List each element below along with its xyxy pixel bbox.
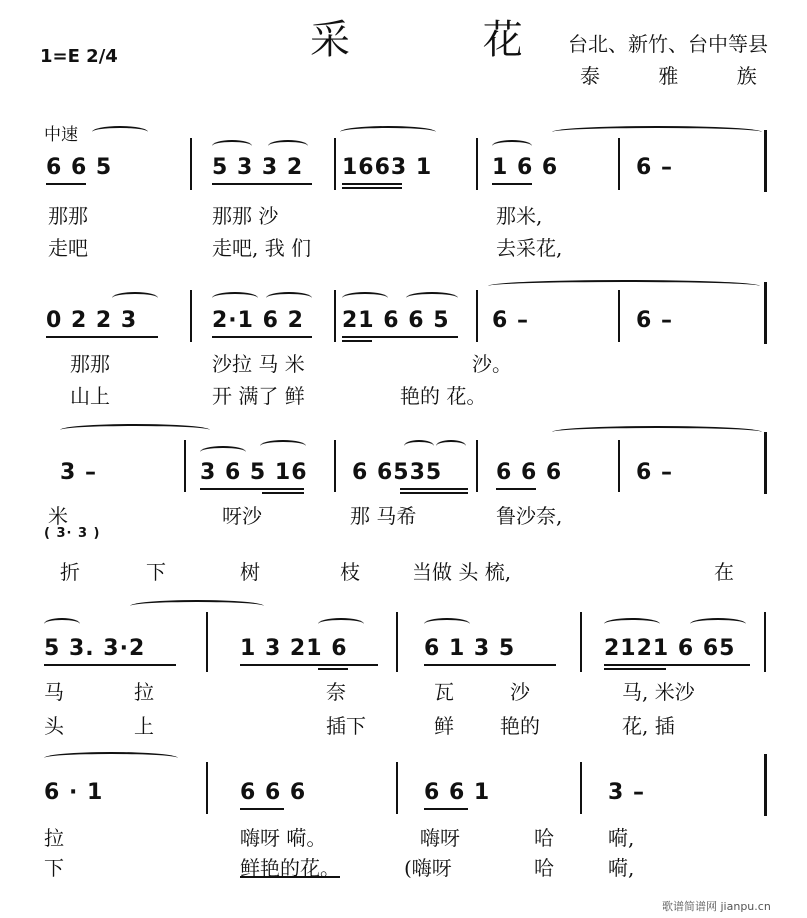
lyric-2-a-2: 沙拉 马 米 [212, 352, 305, 376]
parenthetical-note: ( 3· 3 ) [44, 526, 101, 541]
measure-3-5: 6 – [636, 460, 673, 485]
slur [492, 140, 532, 152]
barline [190, 290, 192, 342]
lyric-5-b-3: (嗨呀 [404, 856, 452, 880]
beam [342, 183, 402, 185]
lyric-3-a-3: 那 马希 [350, 504, 417, 528]
measure-5-2: 6 6 6 [240, 780, 307, 805]
beam [424, 664, 556, 666]
lyric-2-b-2: 开 满了 鲜 [212, 384, 305, 408]
lyric-5-a-4: 哈 [534, 826, 554, 850]
beam [240, 664, 378, 666]
slur [318, 618, 364, 630]
barline [764, 432, 767, 494]
slur [268, 140, 308, 152]
barline [618, 290, 620, 342]
measure-4-4: 2121 6 65 [604, 636, 736, 661]
lyric-3-b-1: 折 [60, 560, 80, 584]
lyric-4-a-4: 瓦 [434, 680, 454, 704]
measure-2-1: 0 2 2 3 [46, 308, 138, 333]
barline [334, 290, 336, 342]
beam [496, 488, 536, 490]
lyric-4-b-2: 上 [134, 714, 154, 738]
beam [212, 183, 312, 185]
barline [396, 612, 398, 672]
slur [60, 424, 210, 436]
barline [618, 440, 620, 492]
lyric-3-a-2: 呀沙 [222, 504, 262, 528]
measure-1-2: 5 3 3 2 [212, 155, 304, 180]
tempo-marking: 中速 [44, 125, 78, 145]
barline [206, 612, 208, 672]
measure-2-5: 6 – [636, 308, 673, 333]
beam [46, 336, 158, 338]
slur [260, 440, 306, 452]
slur [112, 292, 158, 304]
beam [400, 492, 468, 494]
slur [212, 292, 258, 304]
measure-2-2: 2·1 6 2 [212, 308, 304, 333]
measure-1-1: 6 6 5 [46, 155, 113, 180]
lyric-1-b-2: 走吧, 我 们 [212, 236, 312, 260]
lyric-1-a-1: 那那 [48, 204, 88, 228]
lyric-3-b-3: 树 [240, 560, 260, 584]
lyric-1-a-2: 那那 沙 [212, 204, 279, 228]
slur [604, 618, 660, 630]
origin-line-2: 泰 雅 族 [580, 64, 783, 88]
lyric-2-a-1: 那那 [70, 352, 110, 376]
barline [334, 138, 336, 190]
measure-5-1: 6 · 1 [44, 780, 104, 805]
measure-4-3: 6 1 3 5 [424, 636, 516, 661]
slur [342, 292, 388, 304]
lyric-3-b-5: 当做 头 梳, [412, 560, 512, 584]
lyric-3-a-1: 米 [48, 504, 68, 528]
lyric-2-b-3: 艳的 花。 [400, 384, 487, 408]
measure-4-2: 1 3 21 6 [240, 636, 348, 661]
slur [552, 426, 762, 438]
beam [200, 488, 304, 490]
lyric-4-b-5: 艳的 [500, 714, 540, 738]
lyric-3-b-6: 在 [714, 560, 734, 584]
slur [690, 618, 746, 630]
barline [476, 290, 478, 342]
beam [212, 336, 312, 338]
measure-3-3: 6 6535 [352, 460, 443, 485]
lyric-1-b-3: 去采花, [496, 236, 563, 260]
beam [46, 183, 86, 185]
beam [44, 664, 176, 666]
lyric-1-b-1: 走吧 [48, 236, 88, 260]
barline [190, 138, 192, 190]
barline [184, 440, 186, 492]
slur [404, 440, 434, 452]
song-title: 采 花 [310, 17, 583, 63]
lyric-3-a-4: 鲁沙奈, [496, 504, 563, 528]
barline [396, 762, 398, 814]
measure-3-4: 6 6 6 [496, 460, 563, 485]
lyric-5-a-2: 嗨呀 嗬。 [240, 826, 327, 850]
slur [552, 126, 762, 138]
beam [342, 340, 372, 342]
beam [604, 664, 750, 666]
beam [424, 808, 468, 810]
lyric-5-b-4: 哈 [534, 856, 554, 880]
barline [580, 612, 582, 672]
slur [212, 140, 252, 152]
slur [44, 618, 80, 630]
barline [764, 282, 767, 344]
lyric-3-b-4: 枝 [340, 560, 360, 584]
lyric-3-b-2: 下 [146, 560, 166, 584]
lyric-4-b-6: 花, 插 [622, 714, 675, 738]
lyric-5-a-3: 嗨呀 [420, 826, 460, 850]
lyric-4-b-4: 鲜 [434, 714, 454, 738]
measure-5-4: 3 – [608, 780, 645, 805]
lyric-2-a-3: 沙。 [472, 352, 512, 376]
lyric-5-a-1: 拉 [44, 826, 64, 850]
lyric-4-a-2: 拉 [134, 680, 154, 704]
beam [262, 492, 304, 494]
lyric-1-a-3: 那米, [496, 204, 543, 228]
slur [92, 126, 148, 138]
origin-line-1: 台北、新竹、台中等县 [568, 32, 768, 56]
beam [318, 668, 348, 670]
beam [342, 187, 402, 189]
barline [334, 440, 336, 492]
beam [342, 336, 458, 338]
lyric-4-a-3: 奈 [326, 680, 346, 704]
lyric-4-a-5: 沙 [510, 680, 530, 704]
slur [200, 446, 246, 458]
slur [406, 292, 458, 304]
lyric-4-a-1: 马 [44, 680, 64, 704]
lyric-5-b-2: 鲜艳的花。 [240, 856, 340, 880]
lyric-5-b-1: 下 [44, 856, 64, 880]
measure-3-1: 3 – [60, 460, 97, 485]
site-watermark: 歌谱简谱网 jianpu.cn [662, 900, 771, 913]
measure-2-3: 21 6 6 5 [342, 308, 450, 333]
beam [400, 488, 468, 490]
lyric-5-b-5: 嗬, [608, 856, 635, 880]
slur [44, 752, 178, 764]
slur [436, 440, 466, 452]
measure-1-3: 1663 1 [342, 155, 433, 180]
barline [764, 612, 766, 672]
beam [492, 183, 532, 185]
lyric-2-b-1: 山上 [70, 384, 110, 408]
barline [618, 138, 620, 190]
lyric-4-a-6: 马, 米沙 [622, 680, 695, 704]
barline [476, 138, 478, 190]
barline [206, 762, 208, 814]
measure-5-3: 6 6 1 [424, 780, 491, 805]
barline [580, 762, 582, 814]
beam [604, 668, 666, 670]
key-signature: 1=E 2/4 [40, 46, 118, 67]
slur [266, 292, 312, 304]
lyric-5-a-5: 嗬, [608, 826, 635, 850]
lyric-4-b-3: 插下 [326, 714, 366, 738]
slur [130, 600, 264, 612]
slur [488, 280, 760, 292]
lyric-4-b-1: 头 [44, 714, 64, 738]
slur [340, 126, 436, 138]
slur [424, 618, 470, 630]
measure-2-4: 6 – [492, 308, 529, 333]
measure-1-5: 6 – [636, 155, 673, 180]
measure-4-1: 5 3. 3·2 [44, 636, 146, 661]
measure-1-4: 1 6 6 [492, 155, 559, 180]
barline [764, 754, 767, 816]
barline [476, 440, 478, 492]
beam [240, 808, 284, 810]
measure-3-2: 3 6 5 16 [200, 460, 308, 485]
barline [764, 130, 767, 192]
